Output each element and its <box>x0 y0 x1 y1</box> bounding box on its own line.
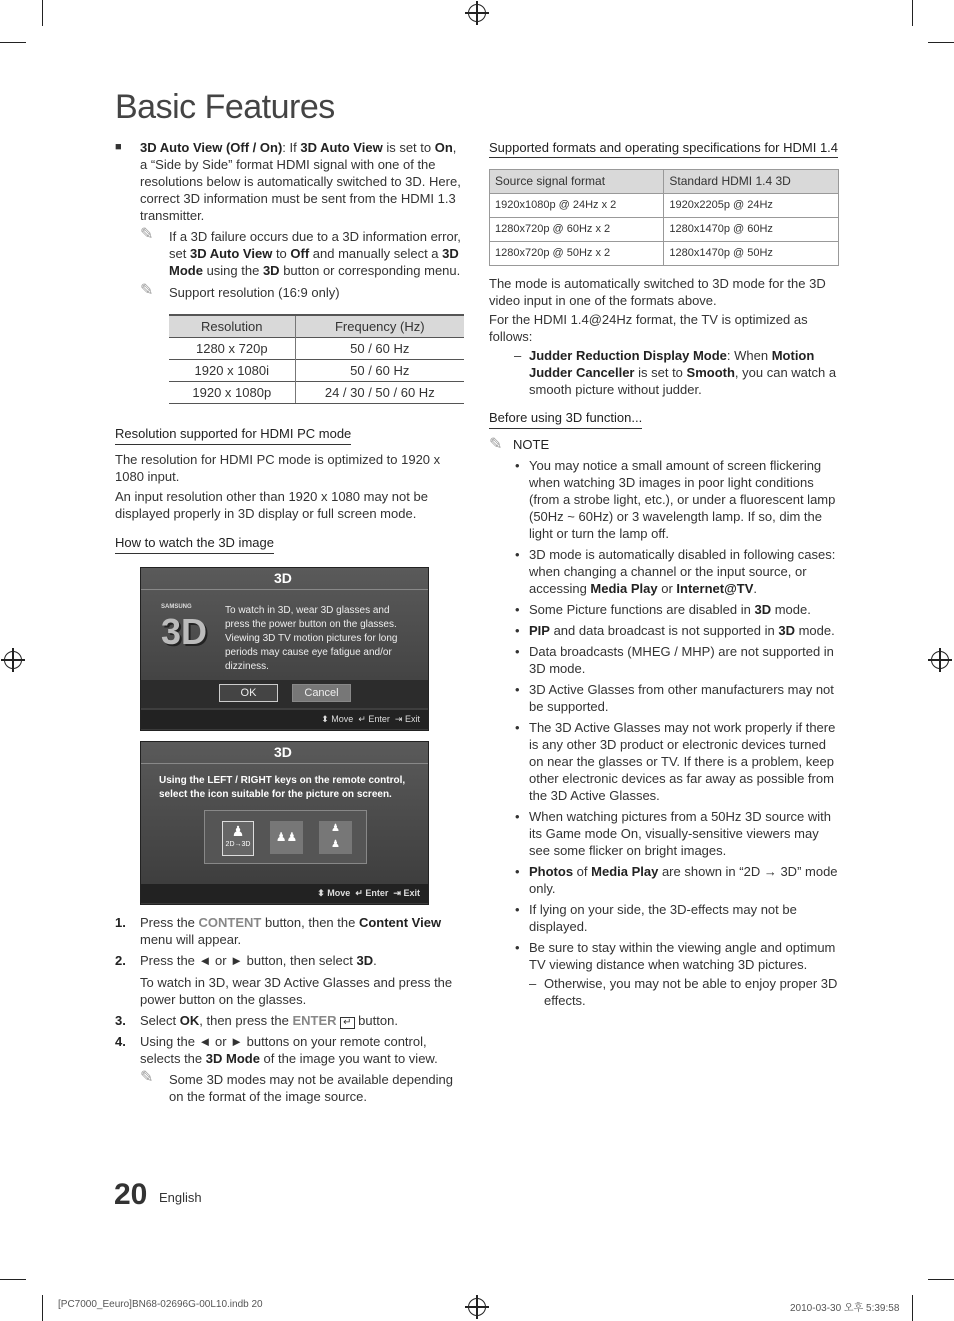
keyword: Judder Reduction Display Mode <box>529 348 727 363</box>
title-divider <box>141 589 428 590</box>
keyword: 3D <box>262 263 280 278</box>
notes-list <box>489 457 839 1009</box>
text: Select <box>140 1013 180 1028</box>
text: Support resolution (16:9 only) <box>169 285 340 300</box>
text: Be sure to stay within the viewing angle and optimum TV viewing distance when watching 3D pictures. <box>529 940 836 972</box>
table-cell: 1280 x 720p <box>169 338 295 360</box>
table-cell: 50 / 60 Hz <box>295 360 464 382</box>
text: of the image you want to view. <box>259 1051 438 1066</box>
table-row <box>169 360 464 382</box>
text: If lying on your side, the 3D-effects may not be displayed. <box>529 902 797 934</box>
help-exit: Exit <box>404 714 420 724</box>
dash-bullet: – <box>514 348 522 363</box>
registration-mark-icon <box>931 651 949 669</box>
text: 3D Active Glasses from other manufacturers may not be supported. <box>529 682 834 714</box>
help-move: Move <box>331 714 354 724</box>
text: or <box>657 581 677 596</box>
page-title: Basic Features <box>115 88 335 126</box>
table-row <box>169 382 464 404</box>
keyword: 3D <box>778 623 795 638</box>
mode-icon-top-bottom[interactable] <box>319 821 352 854</box>
keyword: 3D <box>754 602 772 617</box>
text: of <box>573 864 592 879</box>
list-item <box>489 808 839 859</box>
crop-mark <box>42 0 43 26</box>
mode-icon-label: 2D→3D <box>225 841 251 848</box>
text: When watching pictures from a 50Hz 3D source with its Game mode On, visually-sensitive viewers may see some flicker on bright images. <box>529 809 832 858</box>
text: . <box>753 581 758 596</box>
list-item <box>489 863 839 897</box>
text: : If <box>282 140 301 155</box>
print-footer-right: 2010-03-30 오후 5:39:58 <box>790 1303 900 1314</box>
instruction-message: Using the LEFT / RIGHT keys on the remote control, select the icon suitable for the picture on screen. <box>159 775 406 800</box>
hdmi-format-table <box>489 169 839 266</box>
text: button. <box>354 1013 398 1028</box>
keyword: Media Play <box>590 581 658 596</box>
paragraph: An input resolution other than 1920 x 1080 may not be displayed properly in 3D display or full screen mode. <box>115 489 428 521</box>
samsung-3d-logo <box>161 604 213 660</box>
step-number: 1. <box>115 915 126 930</box>
table-header: Resolution <box>169 315 295 338</box>
list-item <box>489 622 839 639</box>
text: Some Picture functions are disabled in <box>529 602 755 617</box>
judder-item <box>489 347 839 398</box>
note-label-row <box>489 436 839 453</box>
list-item <box>489 719 839 804</box>
table-cell: 1920 x 1080i <box>169 360 295 382</box>
step-item <box>115 952 465 1008</box>
samsung-brand: SAMSUNG <box>161 604 192 610</box>
table-row <box>169 338 464 360</box>
enter-icon: ↵ <box>355 888 363 898</box>
text: Using the ◄ or ► buttons on your remote control, selects the <box>140 1034 427 1066</box>
page-number: 20 <box>114 1178 148 1211</box>
table-row <box>490 242 839 266</box>
step-number: 2. <box>115 953 126 968</box>
keyword: 3D Mode <box>205 1051 260 1066</box>
paragraph: The mode is automatically switched to 3D mode for the 3D video input in one of the formats above. <box>489 276 826 308</box>
steps-block <box>115 914 465 1109</box>
keyword: PIP <box>529 623 550 638</box>
sub-item <box>529 975 839 1009</box>
text: You may notice a small amount of screen flickering when watching 3D images in poor light conditions (from a strobe light, etc.), or under a fluorescent lamp (50Hz ~ 60Hz) or 3 wavelength lamp. If so, dim the light or turn the lamp off. <box>529 458 836 541</box>
cancel-button[interactable]: Cancel <box>292 684 351 702</box>
text: is set to <box>382 140 435 155</box>
tv-screen-3d-mode-select <box>140 741 429 905</box>
table-cell: 1280x720p @ 50Hz x 2 <box>490 242 664 266</box>
text: and data broadcast is not supported in <box>549 623 779 638</box>
print-footer-left: [PC7000_Eeuro]BN68-02696G-00L10.indb 20 <box>58 1299 263 1310</box>
table-cell: 1920x2205p @ 24Hz <box>664 194 839 218</box>
text: menu will appear. <box>140 932 242 947</box>
section-heading: How to watch the 3D image <box>115 534 274 554</box>
text: Otherwise, you may not be able to enjoy proper 3D effects. <box>544 976 838 1008</box>
page-language: English <box>159 1190 202 1205</box>
table-header: Standard HDMI 1.4 3D <box>664 170 839 194</box>
table-cell: 1280x1470p @ 60Hz <box>664 218 839 242</box>
paragraph: The resolution for HDMI PC mode is optimized to 1920 x 1080 input. <box>115 452 441 484</box>
table-header: Frequency (Hz) <box>295 315 464 338</box>
keyword: 3D Mode <box>169 246 459 278</box>
enter-button-icon: ↵ <box>340 1017 354 1029</box>
how-to-section <box>115 534 465 554</box>
auto-view-item <box>115 139 465 224</box>
screen-title: 3D <box>274 744 292 760</box>
screen-title: 3D <box>274 570 292 586</box>
dash-bullet: – <box>529 976 537 991</box>
table-cell: 1280x720p @ 60Hz x 2 <box>490 218 664 242</box>
crop-mark <box>928 42 954 43</box>
keyword: 3D Auto View <box>300 140 383 155</box>
keyword: On <box>434 140 453 155</box>
step-number: 4. <box>115 1034 126 1049</box>
list-item <box>489 457 839 542</box>
text: , you can watch a smooth picture without judder. <box>529 365 837 397</box>
text: If a 3D failure occurs due to a 3D information error, set <box>169 229 461 261</box>
text: are shown in “2D → 3D” mode only. <box>529 864 838 896</box>
resolution-table <box>169 314 464 404</box>
table-row <box>490 218 839 242</box>
step-note <box>140 1071 465 1105</box>
list-item <box>489 643 839 677</box>
help-exit: Exit <box>403 888 420 898</box>
section-heading: Supported formats and operating specifications for HDMI 1.4 <box>489 140 838 158</box>
text: to <box>272 246 291 261</box>
text: , a “Side by Side” format HDMI signal with one of the resolutions below is automatically switched to 3D. Here, correct 3D information must be sent from the HDMI 1.3 transmitter. <box>140 140 461 223</box>
steps-list <box>115 914 465 1105</box>
help-move: Move <box>327 888 351 898</box>
note-support-resolution <box>115 284 465 301</box>
crop-mark <box>928 1279 954 1280</box>
text: Data broadcasts (MHEG / MHP) are not supported in 3D mode. <box>529 644 834 676</box>
keyword: Smooth <box>686 365 735 380</box>
pencil-note-icon: ✎ <box>140 226 154 243</box>
text: button or corresponding menu. <box>279 263 461 278</box>
mode-icon-side-by-side[interactable] <box>270 821 303 854</box>
text: Press the ◄ or ► button, then select <box>140 953 357 968</box>
before-section <box>489 409 839 429</box>
text: mode. <box>794 623 835 638</box>
list-item <box>489 939 839 1009</box>
keyword: Internet@TV <box>676 581 754 596</box>
button-area <box>141 680 428 708</box>
keyword: 3D <box>356 953 374 968</box>
keyword: ENTER <box>292 1013 337 1028</box>
keyword: Motion Judder Canceller <box>529 348 815 380</box>
section-heading: Before using 3D function... <box>489 409 642 429</box>
crop-mark <box>0 42 26 43</box>
auto-view-heading: 3D Auto View (Off / On) <box>140 140 283 155</box>
text: button, then the <box>261 915 359 930</box>
text: , then press the <box>199 1013 293 1028</box>
registration-mark-icon <box>468 4 486 22</box>
table-cell: 1280x1470p @ 50Hz <box>664 242 839 266</box>
pencil-note-icon: ✎ <box>489 436 503 453</box>
step-item <box>115 1012 465 1029</box>
mode-icon-2d-to-3d[interactable] <box>222 821 254 856</box>
help-enter: Enter <box>365 888 389 898</box>
crop-mark <box>0 1279 26 1280</box>
crop-mark <box>912 0 913 26</box>
keyword: Photos <box>529 864 574 879</box>
updown-icon: ⬍ <box>317 888 325 898</box>
person-icon: ♟ ♟ <box>331 823 340 850</box>
table-cell: 24 / 30 / 50 / 60 Hz <box>295 382 464 404</box>
keyword: Content View <box>358 915 442 930</box>
table-cell: 1920x1080p @ 24Hz x 2 <box>490 194 664 218</box>
pc-mode-section <box>115 425 465 522</box>
table-header: Source signal format <box>490 170 664 194</box>
crop-mark <box>912 1295 913 1321</box>
pencil-note-icon: ✎ <box>140 1069 154 1086</box>
step-item <box>115 1033 465 1105</box>
text: 3D mode is automatically disabled in following cases: when changing a channel or the input source, or accessing <box>529 547 836 596</box>
square-bullet-icon: ■ <box>115 141 122 153</box>
registration-mark-icon <box>468 1298 486 1316</box>
step-number: 3. <box>115 1013 126 1028</box>
step-extra: To watch in 3D, wear 3D Active Glasses and press the power button on the glasses. <box>140 975 453 1007</box>
table-row <box>490 194 839 218</box>
text: is set to <box>634 365 687 380</box>
text: and manually select a <box>309 246 443 261</box>
keyword: CONTENT <box>198 915 262 930</box>
list-item <box>489 546 839 597</box>
person-icon: ♟ <box>231 823 245 839</box>
ok-button[interactable]: OK <box>219 684 278 702</box>
text: mode. <box>771 602 811 617</box>
paragraph: For the HDMI 1.4@24Hz format, the TV is optimized as follows: <box>489 312 808 344</box>
warning-message: To watch in 3D, wear 3D glasses and press the power button on the glasses. Viewing 3D TV motion pictures for long periods may cause eye fatigue and/or dizziness. <box>225 605 398 672</box>
text: Some 3D modes may not be available depending on the format of the image source. <box>169 1072 454 1104</box>
note-auto-view-failure <box>115 228 465 279</box>
updown-icon: ⬍ <box>321 714 329 724</box>
table-cell: 1920 x 1080p <box>169 382 295 404</box>
help-bar <box>141 884 428 903</box>
keyword: OK <box>179 1013 200 1028</box>
exit-icon: ⇥ <box>393 888 401 898</box>
keyword: Off <box>290 246 310 261</box>
registration-mark-icon <box>4 651 22 669</box>
help-bar <box>141 710 428 729</box>
list-item <box>489 901 839 935</box>
text: using the <box>202 263 263 278</box>
text: . <box>373 953 377 968</box>
title-divider <box>141 763 428 764</box>
text: Press the <box>140 915 199 930</box>
right-column <box>489 139 839 1013</box>
step-item <box>115 914 465 948</box>
spec-heading-wrap <box>489 139 839 156</box>
3d-logo-text: 3D <box>161 611 208 652</box>
tv-screen-3d-warning <box>140 567 429 731</box>
person-icon: ♟♟ <box>275 830 298 844</box>
keyword: 3D Auto View <box>189 246 273 261</box>
text: : When <box>726 348 772 363</box>
text: The 3D Active Glasses may not work properly if there is any other 3D product or electronic devices turned on near the glasses or TV. If there is a problem, keep other electronic devices as far away as possible from the 3D Active Glasses. <box>529 720 836 803</box>
section-heading: Resolution supported for HDMI PC mode <box>115 425 351 445</box>
crop-mark <box>42 1295 43 1321</box>
left-column <box>115 139 465 554</box>
keyword: Media Play <box>591 864 659 879</box>
list-item <box>489 681 839 715</box>
list-item <box>489 601 839 618</box>
enter-icon: ↵ <box>358 714 366 724</box>
exit-icon: ⇥ <box>394 714 403 724</box>
note-label: NOTE <box>513 437 550 452</box>
table-cell: 50 / 60 Hz <box>295 338 464 360</box>
help-enter: Enter <box>368 714 390 724</box>
pencil-note-icon: ✎ <box>140 282 154 299</box>
